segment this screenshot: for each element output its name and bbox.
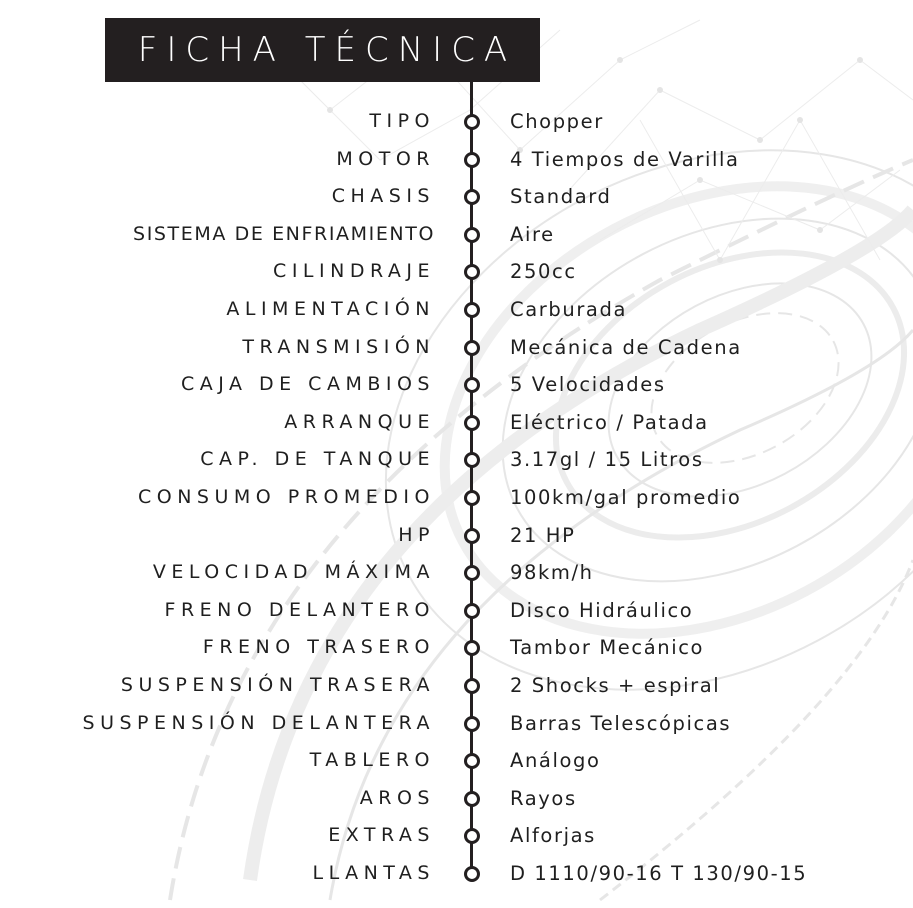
spec-row <box>0 554 913 591</box>
spec-row <box>0 629 913 666</box>
spec-label: CAJA DE CAMBIOS <box>180 373 435 396</box>
spec-label: EXTRAS <box>328 824 435 847</box>
spec-value: Rayos <box>510 786 577 810</box>
timeline-node-icon <box>464 340 480 356</box>
spec-row <box>0 329 913 366</box>
spec-label: HP <box>398 523 435 546</box>
spec-label: CAP. DE TANQUE <box>200 448 435 471</box>
spec-row <box>0 366 913 403</box>
timeline-node-icon <box>464 528 480 544</box>
spec-label: CILINDRAJE <box>273 260 435 283</box>
spec-label: SISTEMA DE ENFRIAMIENTO <box>133 222 435 245</box>
spec-value: 3.17gl / 15 Litros <box>510 448 704 472</box>
spec-label: MOTOR <box>336 147 435 170</box>
timeline-node-icon <box>464 565 480 581</box>
spec-row <box>0 441 913 478</box>
spec-value: 5 Velocidades <box>510 373 666 397</box>
spec-row <box>0 141 913 178</box>
timeline-node-icon <box>464 640 480 656</box>
spec-row <box>0 705 913 742</box>
spec-value: 98km/h <box>510 561 594 585</box>
spec-value: Análogo <box>510 749 601 773</box>
spec-row <box>0 592 913 629</box>
timeline-node-icon <box>464 227 480 243</box>
spec-value: Alforjas <box>510 824 596 848</box>
spec-row <box>0 103 913 140</box>
spec-label: FRENO TRASERO <box>202 636 435 659</box>
spec-label: ARRANQUE <box>284 410 435 433</box>
spec-value: Eléctrico / Patada <box>510 410 709 434</box>
spec-value: Chopper <box>510 110 604 133</box>
spec-row <box>0 817 913 854</box>
spec-row <box>0 291 913 328</box>
spec-value: 2 Shocks + espiral <box>510 674 721 697</box>
timeline-node-icon <box>464 753 480 769</box>
spec-label: SUSPENSIÓN DELANTERA <box>82 711 435 734</box>
spec-label: SUSPENSIÓN TRASERA <box>120 674 435 696</box>
spec-label: AROS <box>359 786 435 809</box>
spec-row <box>0 780 913 817</box>
timeline-node-icon <box>464 678 480 694</box>
spec-row <box>0 855 913 892</box>
timeline-node-icon <box>464 791 480 807</box>
spec-label: CONSUMO PROMEDIO <box>138 486 435 508</box>
spec-row <box>0 742 913 779</box>
timeline-node-icon <box>464 490 480 506</box>
spec-row <box>0 517 913 554</box>
timeline-node-icon <box>464 866 480 882</box>
timeline-node-icon <box>464 415 480 431</box>
timeline-node-icon <box>464 152 480 168</box>
timeline-node-icon <box>464 603 480 619</box>
spec-label: ALIMENTACIÓN <box>226 298 435 320</box>
timeline-node-icon <box>464 828 480 844</box>
timeline-node-icon <box>464 264 480 280</box>
timeline-node-icon <box>464 114 480 130</box>
timeline-node-icon <box>464 377 480 393</box>
spec-value: D 1110/90-16 T 130/90-15 <box>510 862 808 885</box>
timeline-node-icon <box>464 302 480 318</box>
spec-value: 21 HP <box>510 523 576 547</box>
spec-value: Disco Hidráulico <box>510 598 694 622</box>
timeline-node-icon <box>464 189 480 205</box>
spec-value: Tambor Mecánico <box>510 636 705 660</box>
spec-row <box>0 178 913 215</box>
spec-value: Standard <box>510 185 612 209</box>
spec-label: TABLERO <box>309 749 435 772</box>
spec-row <box>0 404 913 441</box>
spec-value: 250cc <box>510 260 577 284</box>
spec-value: 4 Tiempos de Varilla <box>510 147 740 171</box>
spec-label: FRENO DELANTERO <box>164 598 435 621</box>
timeline-node-icon <box>464 452 480 468</box>
spec-row <box>0 479 913 516</box>
spec-row <box>0 667 913 704</box>
spec-label: TIPO <box>369 110 435 132</box>
spec-value: Aire <box>510 222 555 246</box>
spec-label: CHASIS <box>331 185 435 208</box>
spec-row <box>0 253 913 290</box>
page-title: FICHA TÉCNICA <box>105 18 540 82</box>
spec-value: Mecánica de Cadena <box>510 335 742 359</box>
spec-label: LLANTAS <box>312 862 435 884</box>
timeline-node-icon <box>464 716 480 732</box>
spec-value: Carburada <box>510 298 628 321</box>
spec-value: 100km/gal promedio <box>510 486 742 509</box>
spec-row <box>0 216 913 253</box>
spec-label: TRANSMISIÓN <box>242 335 435 358</box>
spec-label: VELOCIDAD MÁXIMA <box>152 561 435 584</box>
spec-value: Barras Telescópicas <box>510 711 732 735</box>
